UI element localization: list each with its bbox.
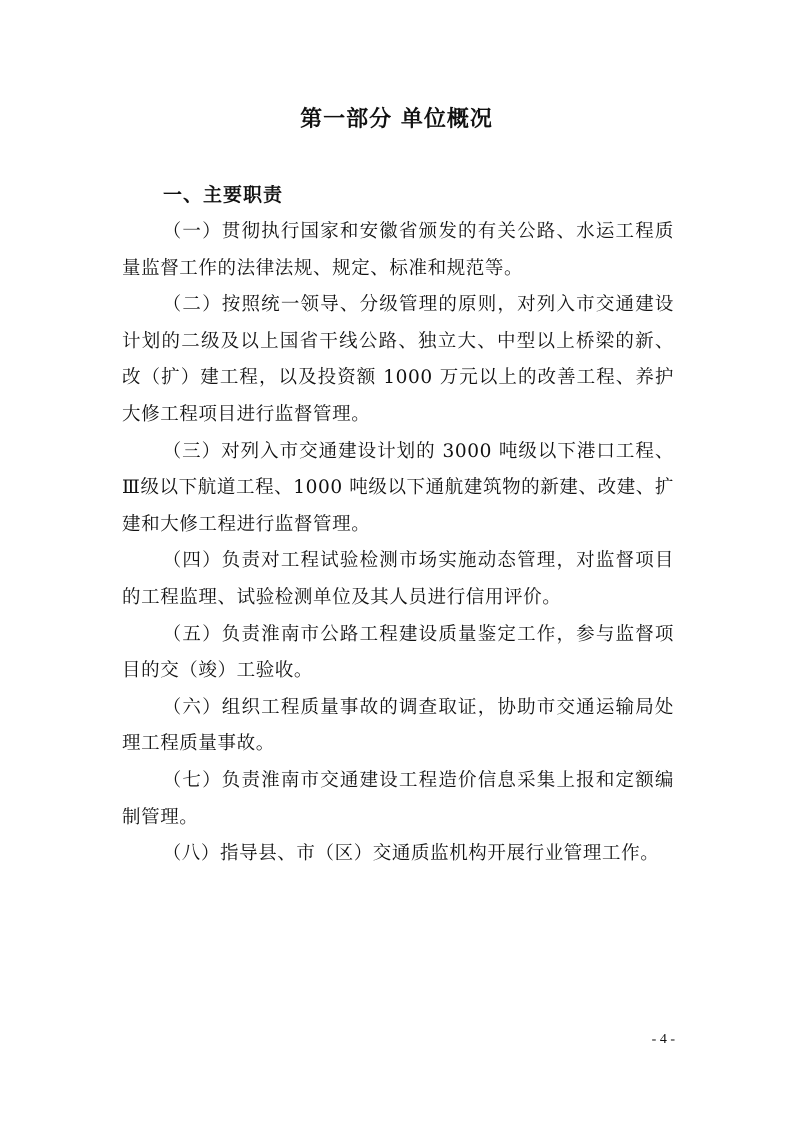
paragraph-duty-4: （四）负责对工程试验检测市场实施动态管理，对监督项目的工程监理、试验检测单位及其人员进行信用评价。: [122, 550, 674, 608]
paragraph-duty-2: （二）按照统一领导、分级管理的原则，对列入市交通建设计划的二级及以上国省干线公路、独立大、中型以上桥梁的新、改（扩）建工程，以及投资额 1000 万元以上的改善工程、养护大修工程项目进行监督管理。: [122, 294, 674, 425]
body-text: [122, 214, 674, 873]
paragraph-duty-6: （六）组织工程质量事故的调查取证，协助市交通运输局处理工程质量事故。: [122, 696, 674, 755]
paragraph-duty-8: （八）指导县、市（区）交通质监机构开展行业管理工作。: [162, 843, 660, 865]
paragraph-duty-5: （五）负责淮南市公路工程建设质量鉴定工作，参与监督项目的交（竣）工验收。: [122, 623, 674, 682]
paragraph-duty-7: （七）负责淮南市交通建设工程造价信息采集上报和定额编制管理。: [122, 769, 674, 828]
section-heading: 一、主要职责: [163, 184, 284, 206]
page-title: 第一部分 单位概况: [300, 107, 493, 132]
paragraph-duty-1: （一）贯彻执行国家和安徽省颁发的有关公路、水运工程质量监督工作的法律法规、规定、标准和规范等。: [122, 221, 674, 279]
page-number: - 4 -: [651, 1032, 675, 1047]
paragraph-duty-3: （三）对列入市交通建设计划的 3000 吨级以下港口工程、Ⅲ级以下航道工程、1000 吨级以下通航建筑物的新建、改建、扩建和大修工程进行监督管理。: [122, 440, 674, 535]
